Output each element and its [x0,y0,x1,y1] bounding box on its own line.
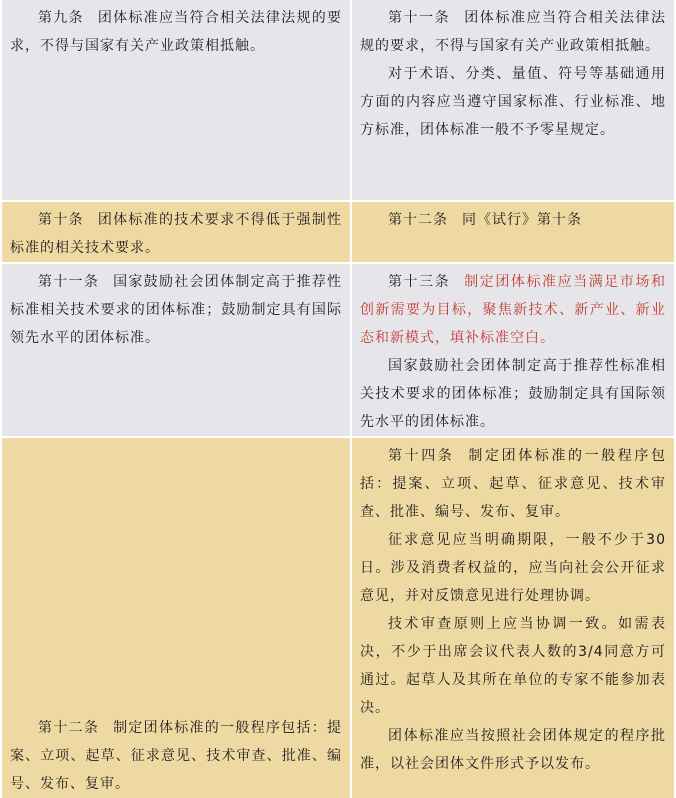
article-paragraph [360,206,666,234]
article-paragraph: 对于术语、分类、量值、符号等基础通用方面的内容应当遵守国家标准、行业标准、地方标准，团体标准一般不予零星规定。 [360,66,666,138]
highlighted-article-text: 制定团体标准应当满足市场和创新需要为目标，聚焦新技术、新产业、新业态和新模式，填补标准空白。 [360,274,666,346]
article-number: 第十三条 [388,274,451,290]
article-paragraph: 技术审查原则上应当协调一致。如需表决，不少于出席会议代表人数的3/4同意方可通过。起草人及其所在单位的专家不能参加表决。 [360,616,666,716]
article-text: 团体标准应当符合相关法律法规的要求，不得与国家有关产业政策相抵触。 [10,10,343,54]
old-provision-cell [2,264,350,438]
old-provision-cell [2,202,350,264]
table-row [2,0,674,202]
new-provision-cell [352,0,674,202]
article-paragraph [360,442,666,526]
article-number: 第十二条 [38,720,100,736]
article-paragraph: 国家鼓励社会团体制定高于推荐性标准相关技术要求的团体标准；鼓励制定具有国际领先水平的团体标准。 [360,358,666,430]
old-provision-cell [2,438,350,798]
article-paragraph [10,206,342,262]
old-provision-cell [2,0,350,202]
article-text: 制定团体标准的一般程序包括：提案、立项、起草、征求意见、技术审查、批准、编号、发布、复审。 [360,448,667,520]
article-number: 第十二条 [388,212,448,228]
article-number: 第十四条 [388,448,455,464]
article-number: 第九条 [38,10,84,26]
article-paragraph: 征求意见应当明确期限，一般不少于30日。涉及消费者权益的，应当向社会公开征求意见，并对反馈意见进行处理协调。 [360,532,666,604]
new-provision-cell [352,264,674,438]
article-paragraph [10,4,342,60]
table-row [2,264,674,438]
article-text: 国家鼓励社会团体制定高于推荐性标准相关技术要求的团体标准；鼓励制定具有国际领先水平的团体标准。 [10,274,343,346]
article-text: 制定团体标准的一般程序包括：提案、立项、起草、征求意见、技术审查、批准、编号、发布、复审。 [10,720,343,792]
article-paragraph [360,4,666,60]
article-paragraph: 团体标准应当按照社会团体规定的程序批准，以社会团体文件形式予以发布。 [360,728,666,772]
article-paragraph [360,268,666,352]
new-provision-cell [352,438,674,798]
article-text: 团体标准应当符合相关法律法规的要求，不得与国家有关产业政策相抵触。 [360,10,666,54]
article-text: 团体标准的技术要求不得低于强制性标准的相关技术要求。 [10,212,343,256]
article-number: 第十一条 [38,274,100,290]
table-row [2,438,674,798]
article-paragraph [10,268,342,352]
article-number: 第十条 [38,212,84,228]
article-text: 同《试行》第十条 [462,212,582,228]
new-provision-cell [352,202,674,264]
article-number: 第十一条 [388,10,451,26]
table-row [2,202,674,264]
article-paragraph [10,714,342,798]
